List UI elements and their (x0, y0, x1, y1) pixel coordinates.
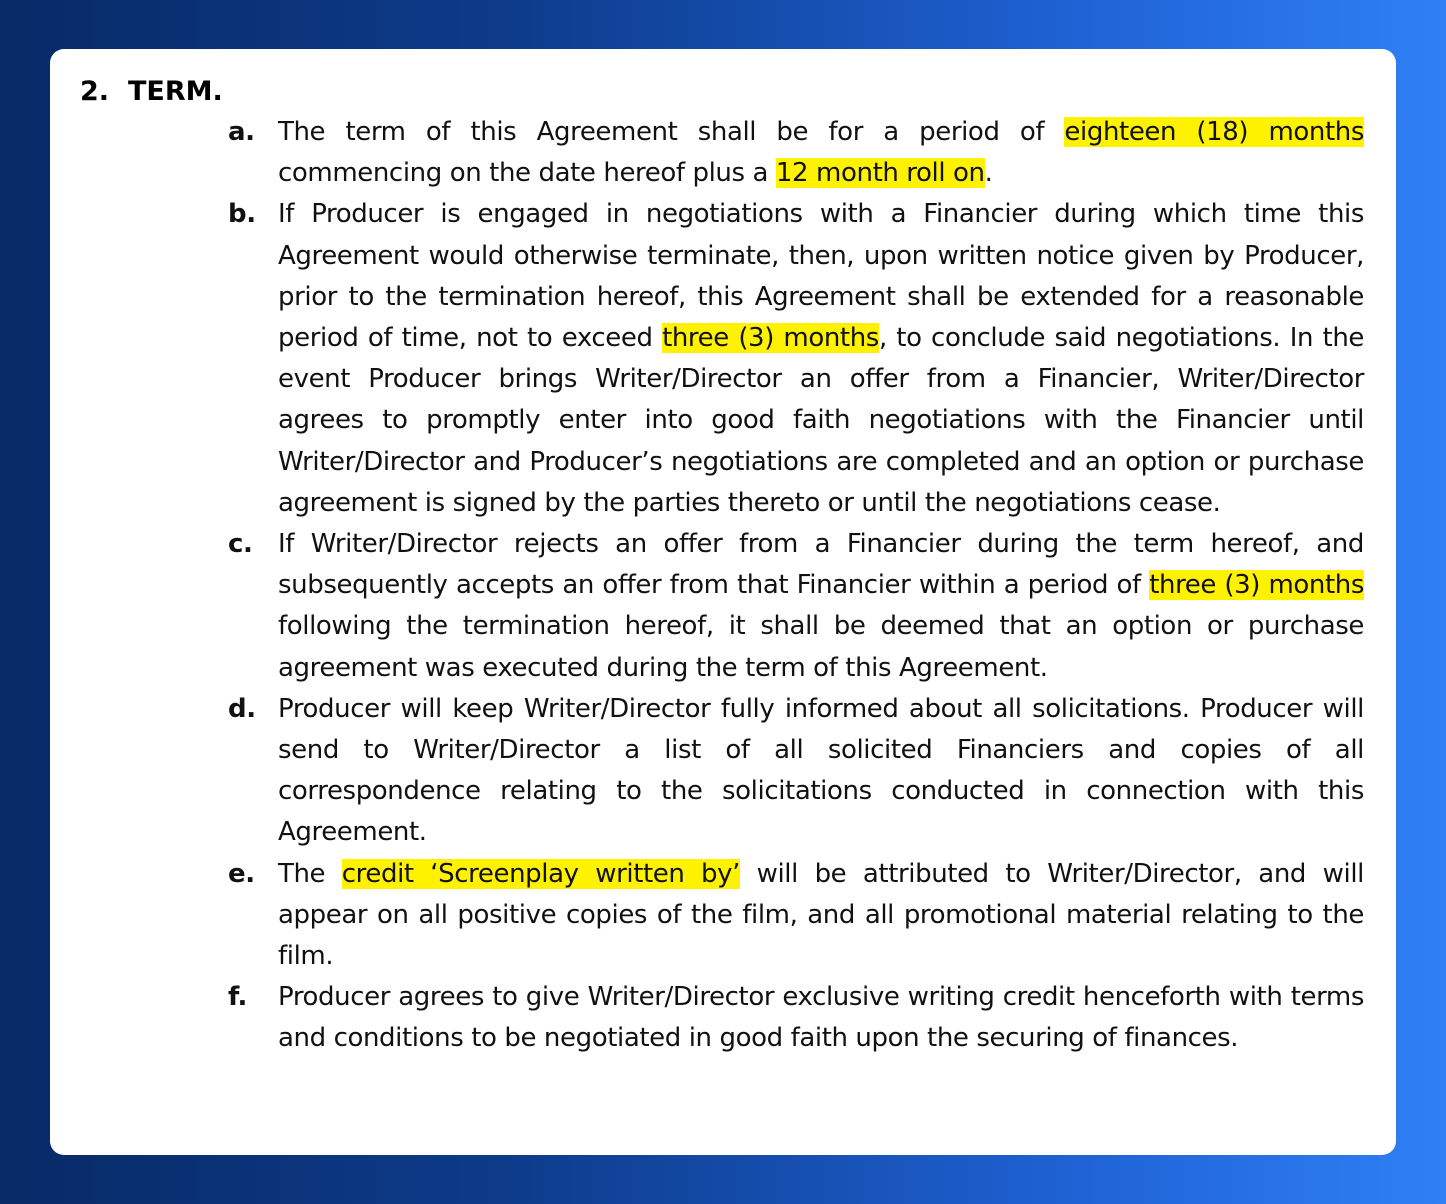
section-number: 2. (80, 76, 110, 107)
clause-item (228, 977, 1364, 1059)
clause-text: , to conclude said negotiations. In the event Producer brings Writer/Director an offer from a Financier, Writer/Director agrees to promptly enter into good faith negotiations with the Financier until Writer/Director and Producer’s negotiations are completed and an option or purchase agreement is signed by the parties thereto or until the negotiations cease. (278, 323, 1364, 518)
clause-text: will be attributed to Writer/Director, and will appear on all positive copies of the film, and all promotional material relating to the film. (278, 858, 1364, 972)
clause-text: If Writer/Director rejects an offer from a Financier during the term hereof, and subsequently accepts an offer from that Financier within a period of (278, 529, 1364, 601)
clause-marker: e. (228, 858, 255, 889)
clause-text: The (278, 858, 342, 889)
highlighted-text: eighteen (18) months (1064, 117, 1364, 147)
section-title: TERM. (128, 76, 223, 107)
clause-marker: a. (228, 117, 255, 147)
clause-text: following the termination hereof, it shall be deemed that an option or purchase agreement was executed during the term of this Agreement. (278, 611, 1364, 683)
clause-text: If Producer is engaged in negotiations with a Financier during which time this Agreement would otherwise terminate, then, upon written notice given by Producer, prior to the termination hereof, this Agreement shall be extended for a reasonable period of time, not to exceed (278, 199, 1364, 354)
clause-text: commencing on the date hereof plus a (278, 158, 776, 189)
clause-item (228, 112, 1364, 194)
clause-marker: d. (228, 693, 256, 724)
clause-marker: f. (228, 982, 247, 1013)
clause-item (228, 194, 1364, 524)
clause-text: Producer will keep Writer/Director fully informed about all solicitations. Producer will send to Writer/Director a list of all solicited Financiers and copies of all correspondence relating to the solicitations conducted in connection with this Agreement. (278, 693, 1364, 848)
section-heading (80, 75, 223, 109)
clause-list (228, 112, 1364, 1060)
document-card (50, 49, 1396, 1155)
highlighted-text: three (3) months (1149, 570, 1364, 601)
clause-text: . (984, 158, 993, 189)
highlighted-text: 12 month roll on (775, 158, 985, 189)
highlighted-text: credit ‘Screenplay written by’ (341, 858, 741, 889)
clause-marker: b. (228, 199, 256, 230)
highlighted-text: three (3) months (662, 323, 879, 354)
clause-item (228, 689, 1364, 854)
clause-text: Producer agrees to give Writer/Director exclusive writing credit henceforth with terms and conditions to be negotiated in good faith upon the securing of finances. (278, 982, 1364, 1054)
clause-item (228, 524, 1364, 689)
clause-item (228, 854, 1364, 978)
clause-marker: c. (228, 529, 253, 560)
clause-text: The term of this Agreement shall be for a period of (278, 117, 1065, 147)
